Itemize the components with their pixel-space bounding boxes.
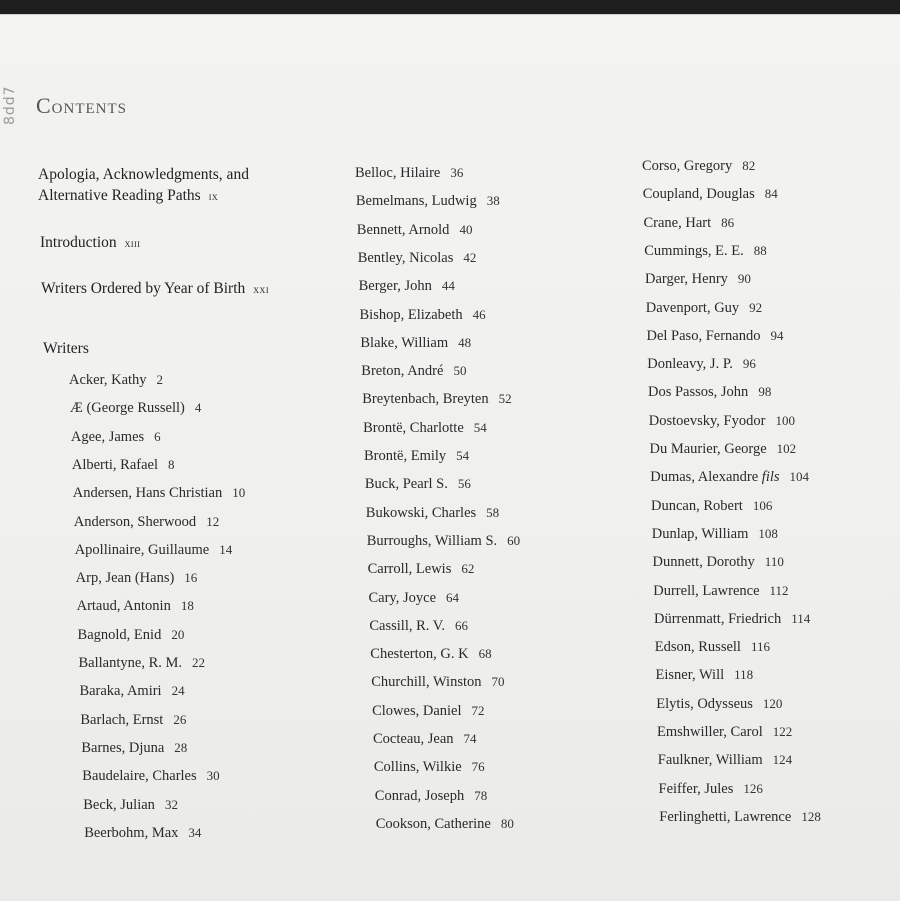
page-number: 42: [463, 249, 477, 265]
page-number: 120: [762, 695, 783, 711]
page-number: 36: [450, 165, 464, 180]
writer-name: Bentley, Nicolas: [357, 249, 454, 266]
toc-entry: [69, 372, 163, 389]
toc-entry: [370, 646, 491, 663]
page-number: 104: [789, 469, 810, 485]
writer-name: Cookson, Catherine: [375, 815, 491, 832]
writer-name: Cummings, E. E.: [644, 242, 744, 259]
page-number: 110: [764, 554, 784, 570]
writer-name: Conrad, Joseph: [374, 787, 465, 804]
writer-name: Donleavy, J. P.: [647, 356, 733, 373]
writer-name: Artaud, Antonin: [76, 598, 171, 615]
page-number: 50: [453, 363, 467, 379]
page-number: 80: [500, 815, 514, 831]
writer-name: Dunnett, Dorothy: [652, 554, 755, 571]
page-number: 118: [734, 667, 754, 683]
toc-entry: [72, 457, 175, 474]
toc-entry: [81, 740, 187, 757]
toc-entry: [651, 498, 772, 515]
page-number: 112: [769, 582, 789, 598]
page-number: 38: [486, 193, 500, 209]
writer-name: Apollinaire, Guillaume: [74, 541, 210, 558]
toc-entry: [658, 752, 792, 769]
toc-entry: [76, 570, 198, 587]
page-number: 124: [772, 752, 793, 768]
writer-name: Edson, Russell: [654, 639, 741, 656]
page-number: 54: [456, 448, 470, 463]
front-entry-label: Writers Ordered by Year of Birth: [41, 280, 246, 297]
toc-entry: [361, 363, 466, 380]
toc-entry: [79, 683, 184, 700]
toc-entry: [357, 222, 473, 239]
writer-name: Beck, Julian: [83, 796, 155, 813]
toc-entry: [648, 384, 771, 401]
writer-name: Dos Passos, John: [648, 384, 749, 401]
page-number: 32: [164, 796, 178, 812]
toc-entry: [369, 618, 468, 635]
writer-name: Buck, Pearl S.: [364, 476, 448, 493]
page-number: 66: [455, 617, 469, 633]
writer-name: Breytenbach, Breyten: [362, 391, 489, 408]
writer-name: Blake, William: [360, 334, 449, 351]
toc-entry: [356, 193, 500, 210]
writer-name: Corso, Gregory: [642, 158, 733, 174]
writer-name: Clowes, Daniel: [372, 702, 462, 719]
toc-entry: [359, 278, 455, 295]
writer-name: Davenport, Guy: [645, 299, 740, 316]
toc-entry: [373, 731, 477, 748]
page-title: Contents: [36, 93, 128, 118]
page-number: 126: [743, 780, 763, 796]
page-number: 68: [478, 646, 492, 662]
writer-name-suffix: fils: [761, 469, 780, 486]
writer-name: Del Paso, Fernando: [646, 327, 761, 344]
page-number: 100: [775, 412, 795, 428]
toc-entry: [80, 712, 186, 729]
page-number: 6: [154, 428, 161, 444]
front-entry-writers-by-birth: [41, 278, 269, 300]
page-number: 62: [461, 561, 475, 577]
page-number: 114: [791, 610, 811, 626]
toc-entry: [376, 816, 514, 833]
page-number: 18: [180, 598, 194, 614]
toc-entry: [84, 825, 201, 842]
toc-entry: [647, 356, 756, 373]
toc-entry: [71, 429, 161, 446]
writer-name: Brontë, Charlotte: [363, 419, 464, 436]
page-number: 102: [776, 441, 797, 456]
toc-entry: [655, 639, 770, 656]
page-number: 8: [168, 456, 175, 472]
writer-name: Du Maurier, George: [649, 441, 767, 457]
writer-name: Agee, James: [70, 428, 145, 445]
page-number: 24: [171, 683, 185, 699]
toc-entry: [369, 590, 460, 607]
writer-name: Baraka, Amiri: [79, 683, 162, 700]
front-entry-apologia: [38, 164, 249, 207]
toc-entry: [646, 300, 762, 317]
writer-name: Breton, André: [361, 363, 444, 380]
front-entry-page: xiii: [124, 236, 141, 250]
page-number: 64: [446, 589, 460, 605]
toc-entry: [653, 583, 788, 600]
writer-name: Ballantyne, R. M.: [78, 655, 183, 671]
front-entry-page: ix: [208, 189, 219, 203]
page-number: 14: [219, 541, 233, 557]
toc-entry: [365, 476, 471, 493]
toc-entry: [82, 768, 219, 785]
toc-entry: [644, 243, 767, 260]
writer-name: Bemelmans, Ludwig: [355, 193, 477, 210]
page-number: 44: [441, 278, 455, 294]
writer-name: Crane, Hart: [643, 214, 712, 231]
writer-name: Andersen, Hans Christian: [72, 485, 223, 502]
toc-entry: [656, 696, 782, 713]
toc-entry: [360, 307, 486, 324]
page-number: 98: [758, 384, 772, 400]
toc-entry: [653, 554, 784, 571]
page-number: 76: [471, 759, 485, 775]
toc-entry: [366, 505, 499, 522]
page-number: 128: [801, 808, 821, 824]
page-number: 84: [764, 186, 778, 202]
toc-entry: [659, 809, 821, 826]
toc-entry: [368, 561, 475, 578]
writer-name: Burroughs, William S.: [366, 532, 498, 549]
writer-name: Cassill, R. V.: [369, 617, 446, 634]
toc-entry: [659, 781, 763, 798]
page-number: 122: [772, 724, 793, 739]
toc-entry: [78, 627, 185, 644]
front-entry-introduction: [40, 232, 140, 254]
toc-entry: [371, 674, 504, 691]
writer-name: Chesterton, G. K: [370, 646, 469, 663]
front-entry-page: xxi: [253, 282, 269, 296]
page-number: 96: [742, 356, 756, 372]
page-number: 92: [749, 299, 763, 315]
writer-name: Æ (George Russell): [69, 400, 185, 417]
page-number: 88: [753, 242, 767, 258]
writer-name: Beerbohm, Max: [84, 824, 179, 841]
toc-entry: [643, 186, 778, 203]
page-number: 108: [758, 525, 778, 541]
front-entry-writers: [43, 338, 89, 359]
page-number: 22: [192, 655, 206, 670]
writer-name: Faulkner, William: [657, 752, 763, 769]
front-entry-label-line2: Alternative Reading Paths: [38, 187, 201, 204]
writer-name: Ferlinghetti, Lawrence: [659, 808, 792, 825]
writer-name: Bishop, Elizabeth: [359, 306, 463, 323]
toc-entry: [70, 400, 201, 417]
writer-name: Dumas, Alexandre: [650, 469, 759, 486]
toc-entry: [374, 759, 485, 776]
toc-entry: [74, 514, 219, 531]
page-number: 10: [232, 485, 246, 501]
page-number: 48: [458, 334, 472, 350]
page-number: 12: [206, 513, 220, 529]
toc-entry: [650, 441, 797, 458]
writer-name: Coupland, Douglas: [642, 186, 755, 203]
writer-name: Bagnold, Enid: [77, 626, 162, 643]
writer-name: Bennett, Arnold: [356, 221, 450, 238]
writer-name: Brontë, Emily: [364, 448, 447, 464]
writer-name: Eisner, Will: [655, 667, 725, 684]
toc-entry: [73, 485, 245, 502]
writer-name: Collins, Wilkie: [373, 759, 462, 776]
writer-name: Alberti, Rafael: [71, 456, 159, 473]
toc-entry: [79, 655, 206, 672]
writer-name: Dürrenmatt, Friedrich: [654, 610, 782, 627]
front-entry-label: Introduction: [40, 234, 117, 251]
writer-name: Carroll, Lewis: [367, 561, 452, 578]
page-number: 78: [474, 787, 488, 803]
page-number: 72: [471, 702, 485, 718]
page-number: 16: [184, 570, 198, 586]
writer-name: Duncan, Robert: [651, 497, 743, 514]
page-number: 106: [752, 497, 773, 513]
toc-entry: [647, 328, 784, 345]
toc-entry: [642, 158, 755, 175]
page-number: 40: [459, 221, 473, 237]
toc-entry: [363, 420, 487, 437]
toc-entry: [656, 667, 754, 684]
toc-entry: [644, 215, 735, 232]
toc-entry: [358, 250, 477, 267]
front-entry-label: Apologia, Acknowledgments, and: [38, 166, 249, 183]
writer-name: Dostoevsky, Fyodor: [648, 412, 766, 429]
writer-name: Durrell, Lawrence: [653, 582, 760, 599]
toc-entry: [362, 391, 511, 408]
page-number: 70: [491, 674, 505, 690]
page-number: 20: [171, 626, 185, 642]
toc-entry: [83, 797, 178, 814]
page-number: 56: [457, 476, 471, 492]
toc-entry: [649, 413, 795, 430]
toc-entry: [650, 469, 809, 486]
page-number: 86: [721, 214, 735, 230]
writer-name: Barlach, Ernst: [80, 711, 164, 728]
page-number: 60: [507, 532, 521, 548]
toc-entry: [367, 533, 520, 550]
toc-entry: [657, 724, 792, 741]
writer-name: Cary, Joyce: [368, 589, 437, 606]
page-number: 4: [194, 400, 202, 416]
section-heading-writers: Writers: [43, 340, 89, 357]
toc-entry: [364, 448, 469, 465]
page-number: 116: [750, 639, 770, 655]
toc-entry: [360, 335, 471, 352]
writer-name: Feiffer, Jules: [658, 780, 734, 797]
toc-entry: [355, 165, 463, 182]
writer-name: Acker, Kathy: [69, 372, 147, 388]
book-page: [0, 14, 900, 901]
page-number: 90: [737, 271, 751, 287]
toc-entry: [654, 611, 810, 628]
toc-entry: [77, 598, 194, 615]
writer-name: Arp, Jean (Hans): [75, 570, 175, 587]
writer-name: Emshwiller, Carol: [657, 724, 763, 740]
page-number: 94: [770, 327, 784, 343]
page-number: 54: [473, 419, 487, 435]
writer-name: Anderson, Sherwood: [73, 513, 197, 530]
page-number: 34: [188, 824, 202, 840]
writer-name: Dunlap, William: [651, 525, 749, 542]
page-number: 74: [463, 731, 477, 746]
toc-entry: [652, 526, 778, 543]
writer-name: Baudelaire, Charles: [82, 768, 197, 785]
writer-name: Churchill, Winston: [371, 674, 482, 691]
page-number: 46: [472, 306, 486, 322]
toc-entry: [375, 788, 487, 805]
page-number: 28: [174, 739, 188, 755]
writer-name: Darger, Henry: [645, 271, 728, 288]
page-number: 52: [498, 391, 512, 407]
writer-name: Elytis, Odysseus: [656, 695, 753, 712]
page-number: 82: [742, 158, 756, 173]
pencil-margin-note: 8dd7: [2, 85, 18, 125]
page-number: 26: [173, 711, 187, 727]
writer-name: Cocteau, Jean: [373, 731, 454, 747]
toc-entry: [75, 542, 233, 559]
toc-entry: [372, 703, 484, 720]
page-number: 30: [206, 768, 220, 784]
toc-entry: [645, 271, 751, 288]
page-number: 2: [156, 372, 164, 387]
writer-name: Bukowski, Charles: [365, 504, 477, 521]
writer-name: Barnes, Djuna: [81, 739, 165, 756]
writer-name: Berger, John: [358, 278, 432, 295]
page-number: 58: [486, 504, 500, 520]
writer-name: Belloc, Hilaire: [355, 165, 441, 181]
